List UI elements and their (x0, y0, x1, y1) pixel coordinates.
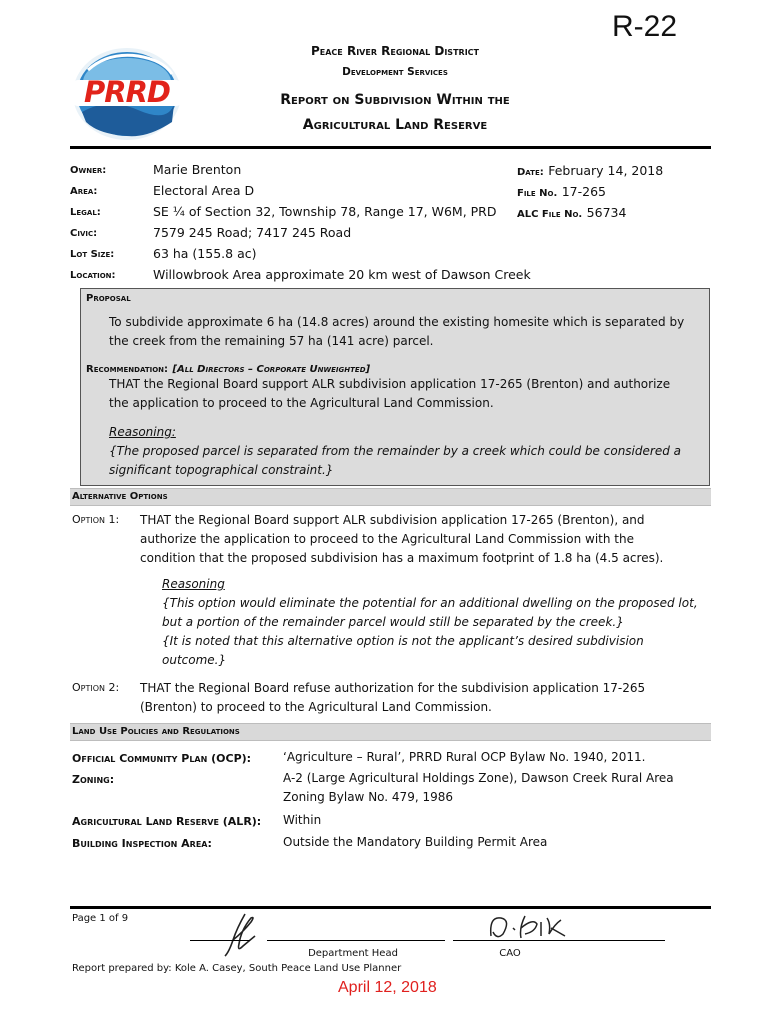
option-1-reasoning-label: Reasoning (162, 577, 225, 591)
cao-label: CAO (499, 948, 521, 959)
date-value: February 14, 2018 (548, 163, 664, 178)
proposal-heading: Proposal (86, 293, 131, 304)
proposal-line-1: To subdivide approximate 6 ha (14.8 acres) around the existing homesite which is separated by (109, 315, 685, 329)
ocp-value: ‘Agriculture – Rural’, PRRD Rural OCP Bylaw No. 1940, 2011. (283, 750, 646, 764)
option-1-line-1: THAT the Regional Board support ALR subdivision application 17-265 (Brenton), and (140, 513, 645, 527)
prepared-by: Report prepared by: Kole A. Casey, South Peace Land Use Planner (72, 963, 402, 974)
option-1-reasoning-4: outcome.} (162, 653, 227, 667)
owner-label: Owner: (70, 165, 107, 176)
option-1-line-3: condition that the proposed subdivision has a maximum footprint of 1.8 ha (4.5 acres). (140, 551, 664, 565)
option-1-label (72, 513, 119, 526)
option-1-reasoning-2: but a portion of the remainder parcel would still be separated by the creek.} (162, 615, 624, 629)
legal-label: Legal: (70, 207, 101, 218)
alr-label: Agricultural Land Reserve (ALR): (72, 815, 262, 828)
alc-file-no-label: ALC File No. (517, 209, 583, 220)
building-inspection-value: Outside the Mandatory Building Permit Area (283, 835, 548, 849)
ocp-label: Official Community Plan (OCP): (72, 752, 252, 765)
department-head-label: Department Head (308, 948, 398, 959)
legal-value: SE ¼ of Section 32, Township 78, Range 17, W6M, PRD (153, 204, 497, 219)
lot-size-value: 63 ha (155.8 ac) (153, 246, 257, 261)
area-value: Electoral Area D (153, 183, 255, 198)
details-block (70, 162, 711, 292)
civic-value: 7579 245 Road; 7417 245 Road (153, 225, 352, 240)
recommendation-label: Recommendation: (86, 364, 169, 375)
initials-line (190, 940, 250, 941)
footer-rule (70, 906, 711, 909)
option-2-label-text: Option 2: (72, 681, 120, 694)
file-no-label: File No. (517, 188, 558, 199)
agenda-item-number: R-22 (612, 10, 678, 43)
civic-label: Civic: (70, 228, 98, 239)
signature-1 (215, 910, 270, 960)
proposal-line-2: the creek from the remaining 57 ha (141 acre) parcel. (109, 334, 434, 348)
logo-text: PRRD (84, 75, 170, 109)
dept-name: Development Services (342, 66, 448, 78)
header-rule (70, 146, 711, 149)
department-head-signature-line (267, 940, 445, 941)
area-label: Area: (70, 186, 98, 197)
date-label: Date: (517, 167, 544, 178)
lot-size-label: Lot Size: (70, 249, 115, 260)
option-2-line-1: THAT the Regional Board refuse authorization for the subdivision application 17-265 (140, 681, 646, 695)
recommendation-subtitle: [All Directors – Corporate Unweighted] (172, 364, 371, 375)
report-title-line1: Report on Subdivision Within the (280, 92, 510, 108)
alr-value: Within (283, 813, 322, 827)
zoning-label: Zoning: (72, 773, 115, 786)
option-1-label-text: Option 1: (72, 513, 120, 526)
org-name: Peace River Regional District (310, 44, 479, 58)
zoning-line-2: Zoning Bylaw No. 479, 1986 (283, 790, 453, 804)
recommendation-line-2: the application to proceed to the Agricultural Land Commission. (109, 396, 494, 410)
option-2-label (72, 681, 119, 694)
building-inspection-label: Building Inspection Area: (72, 837, 212, 850)
reasoning-line-2: significant topographical constraint.} (109, 463, 334, 477)
owner-value: Marie Brenton (153, 162, 242, 177)
alternative-options-heading: Alternative Options (70, 488, 711, 506)
reasoning-line-1: {The proposed parcel is separated from the remainder by a creek which could be considered a (109, 444, 681, 458)
file-no-value: 17-265 (561, 184, 607, 199)
page-number: Page 1 of 9 (72, 913, 129, 924)
prrd-logo (68, 42, 186, 142)
proposal-box (80, 288, 710, 486)
location-label: Location: (70, 270, 116, 281)
recommendation-line-1: THAT the Regional Board support ALR subdivision application 17-265 (Brenton) and authorize (109, 377, 671, 391)
zoning-line-1: A-2 (Large Agricultural Holdings Zone), Dawson Creek Rural Area (283, 771, 674, 785)
meeting-date-stamp: April 12, 2018 (338, 979, 437, 996)
option-2-line-2: (Brenton) to proceed to the Agricultural Land Commission. (140, 700, 492, 714)
alc-file-no-value: 56734 (586, 205, 627, 220)
option-1-reasoning-1: {This option would eliminate the potential for an additional dwelling on the proposed lot, (162, 596, 698, 610)
option-1-line-2: authorize the application to proceed to the Agricultural Land Commission with the (140, 532, 634, 546)
reasoning-label: Reasoning: (109, 425, 176, 439)
land-use-policies-heading: Land Use Policies and Regulations (70, 723, 711, 741)
report-title-line2: Agricultural Land Reserve (302, 117, 488, 133)
option-1-reasoning-3: {It is noted that this alternative option is not the applicant’s desired subdivision (162, 634, 644, 648)
signature-2 (485, 910, 575, 946)
location-value: Willowbrook Area approximate 20 km west of Dawson Creek (153, 267, 531, 282)
